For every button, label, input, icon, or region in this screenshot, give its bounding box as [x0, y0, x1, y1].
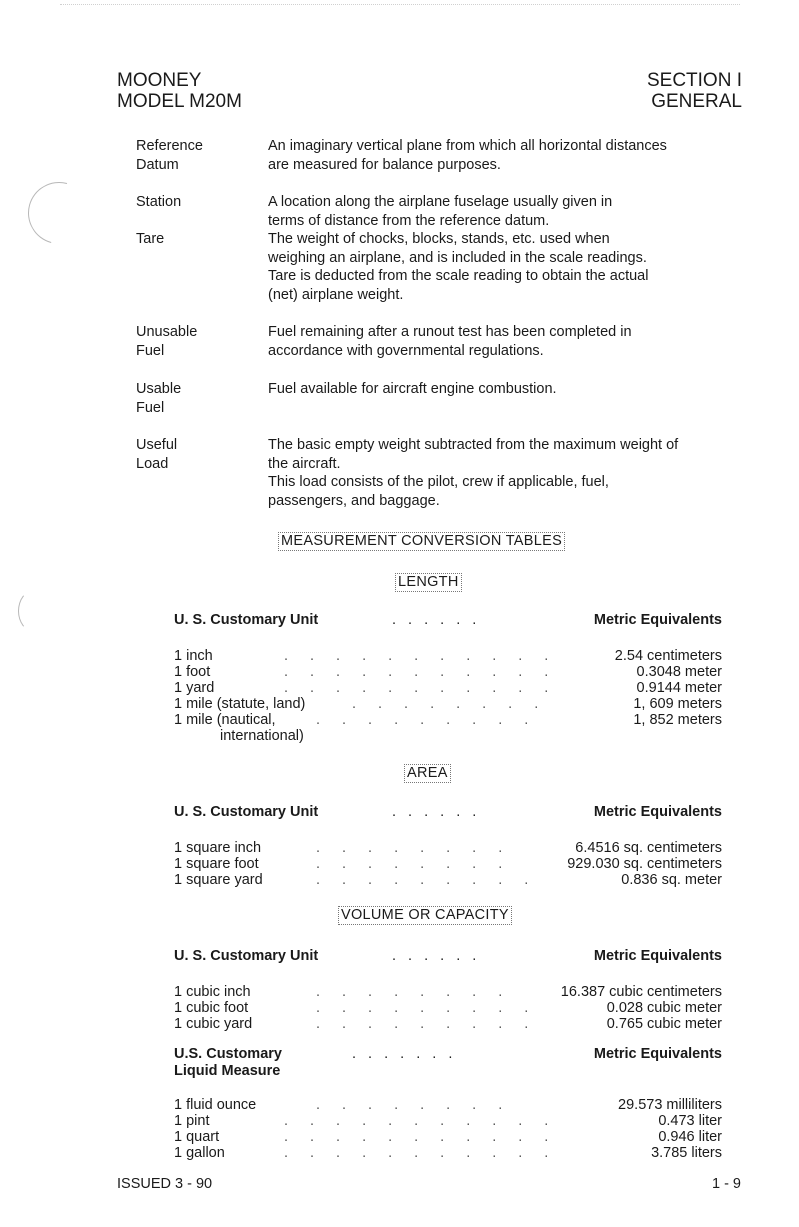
col-us-unit: U. S. Customary Unit: [174, 804, 319, 820]
definition-term: Useful Load: [136, 437, 178, 472]
leader-dots: ...........: [284, 680, 571, 696]
header-manufacturer: MOONEY: [117, 70, 202, 91]
issue-date: ISSUED 3 - 90: [117, 1176, 213, 1192]
definition-text: Fuel remaining after a runout test has been completed in accordance with governmental regulations.: [268, 324, 632, 359]
table-row: 1 cubic yard ......... 0.765 cubic meter: [174, 1016, 722, 1032]
volume-section-title: VOLUME OR CAPACITY: [338, 906, 512, 925]
table-row: 1 foot ........... 0.3048 meter: [174, 664, 722, 680]
leader-dots: ........: [316, 984, 525, 1000]
table-row: 1 yard ........... 0.9144 meter: [174, 680, 722, 696]
binder-hole-mark: [18, 590, 50, 632]
leader-dots: ...........: [284, 664, 571, 680]
table-header: [174, 1046, 722, 1080]
table-header: [174, 948, 722, 968]
col-us-unit: U.S. Customary Liquid Measure: [174, 1046, 282, 1079]
table-row: 1 inch ........... 2.54 centimeters: [174, 648, 722, 664]
definition-term: Station: [136, 194, 182, 210]
table-header: [174, 612, 722, 632]
col-metric: Metric Equivalents: [593, 612, 722, 628]
leader-dots: ...........: [284, 1113, 571, 1129]
area-section-title: AREA: [404, 764, 451, 783]
table-row: 1 mile (statute, land) ........ 1, 609 meters: [174, 696, 722, 712]
table-row: 1 cubic inch ........ 16.387 cubic centimeters: [174, 984, 722, 1000]
definition-text: A location along the airplane fuselage usually given in terms of distance from the reference datum.: [268, 194, 613, 229]
definition-term: Reference Datum: [136, 138, 203, 173]
table-header: [174, 804, 722, 824]
table-row: 1 fluid ounce ........ 29.573 milliliters: [174, 1097, 722, 1113]
conversion-tables-title: MEASUREMENT CONVERSION TABLES: [278, 532, 565, 551]
table-row: 1 mile (nautical, international) ......... 1, 852 meters: [174, 712, 722, 744]
leader-dots: . . . . . . .: [352, 1046, 457, 1062]
leader-dots: ........: [316, 856, 525, 872]
page-header-right: [647, 70, 742, 112]
definition-term: Unusable Fuel: [136, 324, 198, 359]
col-metric: Metric Equivalents: [593, 1046, 722, 1062]
length-table: [174, 612, 722, 744]
definition-text: The weight of chocks, blocks, stands, etc. used when weighing an airplane, and is included in the scale readings. Tare is deducted from the scale reading to obtain the actual (net) airplane weight.: [268, 231, 649, 303]
leader-dots: . . . . . .: [392, 948, 481, 964]
header-section: SECTION I: [646, 70, 742, 91]
leader-dots: .........: [316, 1016, 551, 1032]
definition-text: Fuel available for aircraft engine combustion.: [268, 381, 557, 397]
table-row: 1 square inch ........ 6.4516 sq. centimeters: [174, 840, 722, 856]
header-model: MODEL M20M: [117, 91, 242, 112]
definition-term: Usable Fuel: [136, 381, 182, 416]
scan-edge-artifact: [60, 4, 740, 7]
col-us-unit: U. S. Customary Unit: [174, 948, 319, 964]
col-metric: Metric Equivalents: [593, 948, 722, 964]
table-row: 1 gallon ........... 3.785 liters: [174, 1145, 722, 1161]
table-row: 1 square foot ........ 929.030 sq. centimeters: [174, 856, 722, 872]
leader-dots: .........: [316, 872, 551, 888]
leader-dots: ...........: [284, 648, 571, 664]
leader-dots: ........: [316, 840, 525, 856]
definition-term: Tare: [136, 231, 165, 247]
leader-dots: ........: [352, 696, 561, 712]
table-row: 1 pint ........... 0.473 liter: [174, 1113, 722, 1129]
leader-dots: .........: [316, 712, 551, 728]
leader-dots: ...........: [284, 1129, 571, 1145]
definition-text: The basic empty weight subtracted from the maximum weight of the aircraft. This load consists of the pilot, crew if applicable, fuel, passengers, and baggage.: [268, 437, 679, 509]
table-row: 1 cubic foot ......... 0.028 cubic meter: [174, 1000, 722, 1016]
col-us-unit: U. S. Customary Unit: [174, 612, 319, 628]
definition-text: An imaginary vertical plane from which all horizontal distances are measured for balance purposes.: [268, 138, 667, 173]
leader-dots: ........: [316, 1097, 525, 1113]
leader-dots: . . . . . .: [392, 804, 481, 820]
leader-dots: .........: [316, 1000, 551, 1016]
length-section-title: LENGTH: [395, 573, 462, 592]
header-section-title: GENERAL: [651, 91, 742, 112]
liquid-measure-table: [174, 1046, 722, 1161]
leader-dots: . . . . . .: [392, 612, 481, 628]
table-row: 1 square yard ......... 0.836 sq. meter: [174, 872, 722, 888]
binder-hole-mark: [17, 171, 102, 256]
table-row: 1 quart ........... 0.946 liter: [174, 1129, 722, 1145]
page-number: 1 - 9: [711, 1176, 741, 1192]
leader-dots: ...........: [284, 1145, 571, 1161]
page-header-left: [117, 70, 242, 112]
area-table: [174, 804, 722, 888]
volume-table: [174, 948, 722, 1032]
col-metric: Metric Equivalents: [593, 804, 722, 820]
